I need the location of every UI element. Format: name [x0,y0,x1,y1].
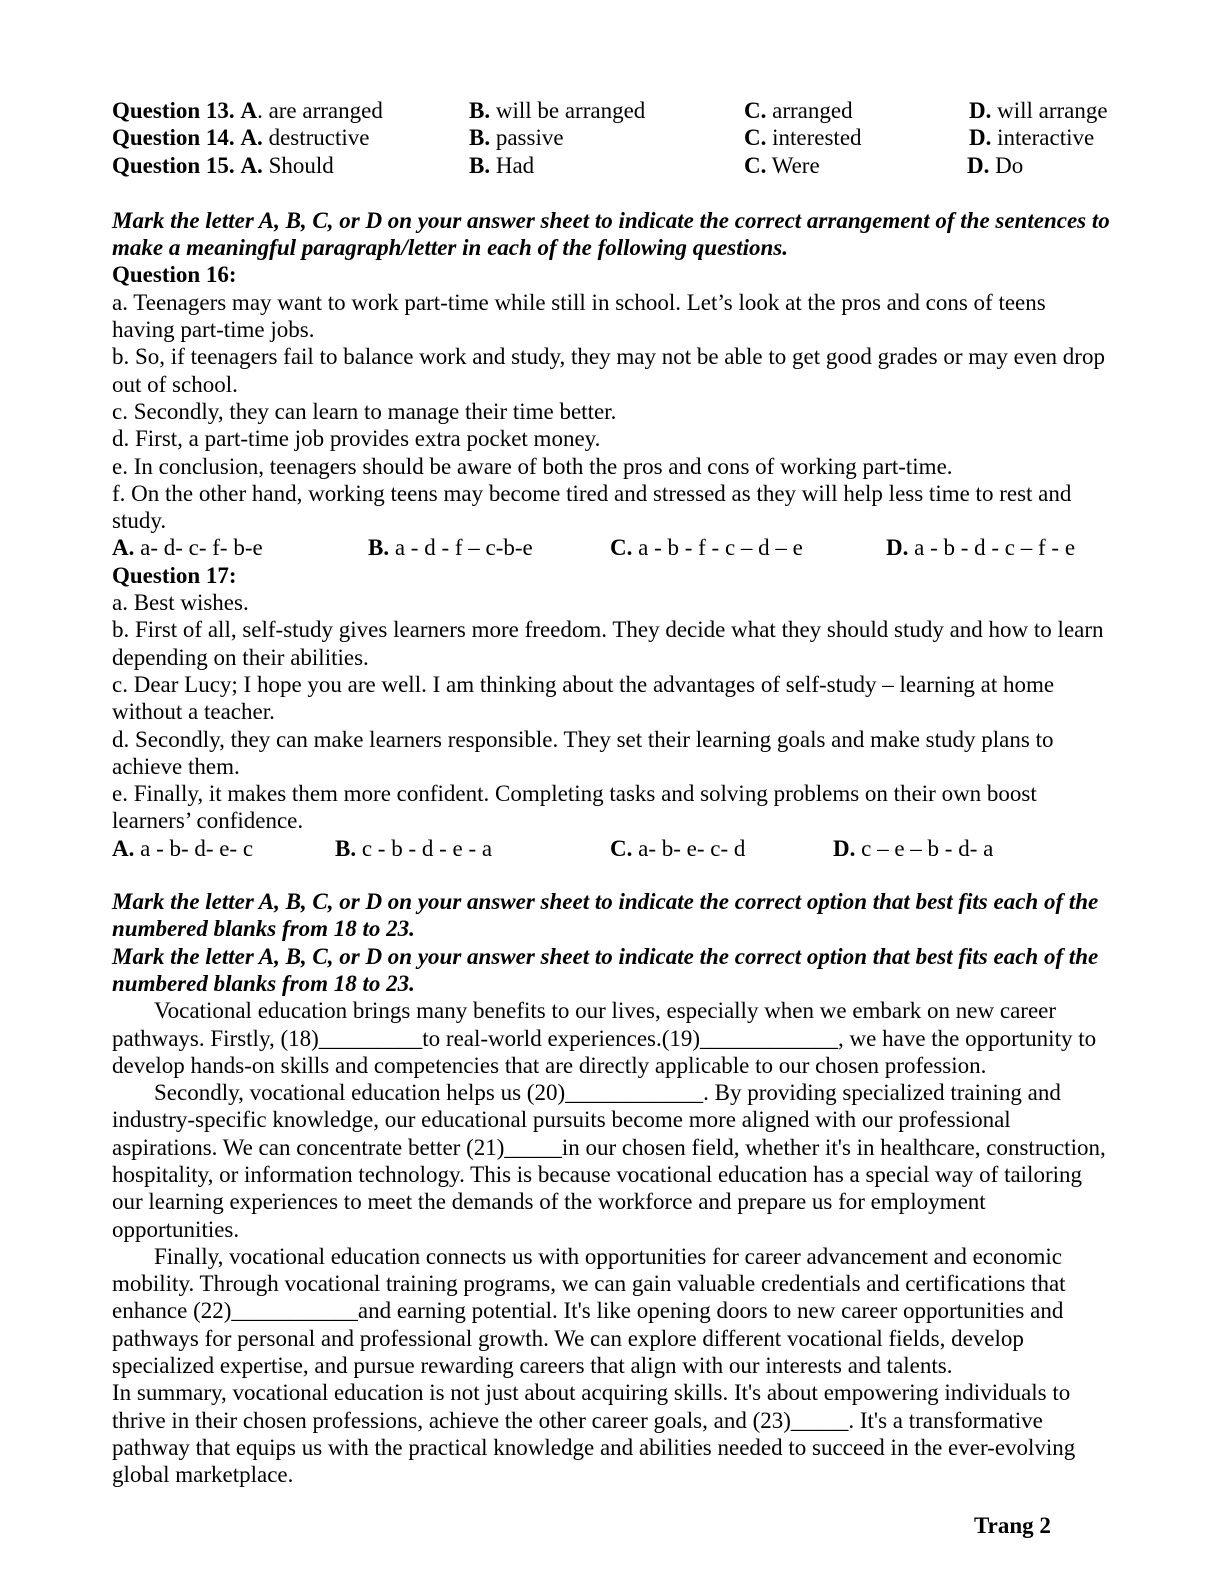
question-14-row [112,124,1112,151]
question-16-sentence-e: e. In conclusion, teenagers should be aware of both the pros and cons of working part-time. [112,453,953,479]
option-text: Had [490,152,535,178]
answer-b [368,534,533,561]
question-16-sentence-c: c. Secondly, they can learn to manage their time better. [112,398,617,424]
arrangement-instruction: Mark the letter A, B, C, or D on your answer sheet to indicate the correct arrangement of the sentences to make a meaningful paragraph/letter in each of the following questions. [112,207,1110,261]
option-text: Should [262,152,334,178]
question-17-sentence-a: a. Best wishes. [112,590,249,616]
option-letter: B. [368,535,390,561]
option-letter: B. [469,152,491,178]
option-letter: C. [610,535,633,561]
option-text: arranged [766,98,853,123]
passage-paragraph-4: In summary, vocational education is not just about acquiring skills. It's about empowering individuals to thrive in their chosen professions, achieve the other career goals, and (23)_____. It's a transformative pathway that equips us with the practical knowledge and abilities needed to succeed in the ever-evolving global marketplace. [112,1380,1076,1488]
option-text: will be arranged [490,98,646,123]
question-15-option-b [469,152,534,179]
option-letter: D. [886,535,909,561]
option-text: a - b- d- e- c [134,835,254,861]
option-text: a - d - f – c-b-e [389,535,533,561]
option-letter: A [240,98,258,123]
option-text: a- d- c- f- b-e [134,535,263,561]
question-15-options-a [112,152,334,179]
option-letter: D. [967,152,990,178]
question-14-option-d [969,124,1094,151]
option-letter: D. [969,125,992,151]
question-number: Question 13. [112,98,235,123]
option-text: . are arranged [257,98,383,123]
option-letter: A. [240,125,263,151]
document-page [112,97,1112,1489]
option-letter: B. [469,125,491,151]
passage-paragraph-1: Vocational education brings many benefits to our lives, especially when we embark on new career pathways. Firstly, (18)_________to real-world experiences.(19)____________, we have the opportunity to develop hands-on skills and competencies that are directly applicable to our chosen profession. [112,998,1097,1078]
question-16-sentence-a: a. Teenagers may want to work part-time while still in school. Let’s look at the pros and cons of teens having part-time jobs. [112,289,1046,343]
option-letter: D. [833,835,856,861]
answer-d [886,534,1075,561]
question-16-title: Question 16: [112,262,237,288]
question-number: Question 14. [112,125,235,151]
blanks-instruction-repeat: Mark the letter A, B, C, or D on your answer sheet to indicate the correct option that best fits each of the numbered blanks from 18 to 23. [112,943,1099,996]
question-17-sentence-b: b. First of all, self-study gives learners more freedom. They decide what they should study and how to learn depending on their abilities. [112,617,1104,670]
question-16-sentence-d: d. First, a part-time job provides extra pocket money. [112,426,601,452]
option-letter: B. [335,835,357,861]
option-text: Were [766,152,820,178]
passage-paragraph-2: Secondly, vocational education helps us (20)____________. By providing specialized training and industry-specific knowledge, our educational pursuits become more aligned with our professional aspirations. We can concentrate better (21)_____in our chosen field, whether it's in healthcare, construction, hospitality, or information technology. This is because vocational education has a special way of tailoring our learning experiences to meet the demands of the workforce and prepare us for employment opportunities. [112,1080,1106,1242]
passage-paragraph-3: Finally, vocational education connects us with opportunities for career advancement and economic mobility. Through vocational training programs, we can gain valuable credentials and certifications that enhance (22)___________and earning potential. It's like opening doors to new career opportunities and pathways for personal and professional growth. We can explore different vocational fields, develop specialized expertise, and pursue rewarding careers that align with our interests and talents. [112,1243,1066,1379]
option-letter: D. [969,98,992,123]
question-17-sentence-d: d. Secondly, they can make learners responsible. They set their learning goals and make study plans to achieve them. [112,726,1054,779]
option-letter: C. [744,152,767,178]
question-14-options-a [112,124,369,151]
option-text: Do [989,152,1024,178]
option-text: passive [490,125,564,151]
question-number: Question 15. [112,152,235,178]
answer-c [610,534,803,561]
option-text: a- b- e- c- d [632,835,746,861]
option-letter: C. [744,98,767,123]
question-17-answers [112,835,1112,862]
question-13-option-b [469,97,645,124]
question-17-title: Question 17: [112,562,237,588]
option-text: interactive [991,125,1095,151]
option-text: destructive [262,125,370,151]
question-16-sentence-f: f. On the other hand, working teens may become tired and stressed as they will help less time to rest and study. [112,480,1072,534]
question-17-sentence-c: c. Dear Lucy; I hope you are well. I am thinking about the advantages of self-study – learning at home without a teacher. [112,671,1055,725]
question-13-option-d [969,97,1108,124]
question-14-option-c [744,124,862,151]
question-13-row [112,97,1112,124]
option-letter: C. [610,835,633,861]
answer-c [610,835,745,862]
option-text: c - b - d - e - a [356,835,493,861]
question-13-option-c [744,97,853,124]
option-text: interested [766,125,862,151]
option-letter: B. [469,98,491,123]
question-13-options-a [112,97,383,124]
question-17-sentence-e: e. Finally, it makes them more confident. Completing tasks and solving problems on their own boost learners’ confidence. [112,781,1037,834]
blanks-instruction: Mark the letter A, B, C, or D on your answer sheet to indicate the correct option that best fits each of the numbered blanks from 18 to 23. [112,889,1099,942]
question-14-option-b [469,124,564,151]
question-15-row [112,152,1112,179]
answer-a [112,835,253,862]
option-text: a - b - d - c – f - e [908,535,1076,561]
option-letter: A. [240,152,263,178]
question-15-option-d [967,152,1023,179]
option-letter: A. [112,535,135,561]
page-footer: Trang 2 [974,1513,1051,1538]
option-letter: C. [744,125,767,151]
question-16-answers [112,534,1112,561]
option-text: c – e – b - d- a [855,835,994,861]
answer-b [335,835,492,862]
answer-a [112,534,263,561]
option-text: a - b - f - c – d – e [632,535,803,561]
answer-d [833,835,993,862]
option-text: will arrange [991,98,1108,123]
question-16-sentence-b: b. So, if teenagers fail to balance work and study, they may not be able to get good grades or may even drop out of school. [112,344,1105,397]
option-letter: A. [112,835,135,861]
question-15-option-c [744,152,820,179]
